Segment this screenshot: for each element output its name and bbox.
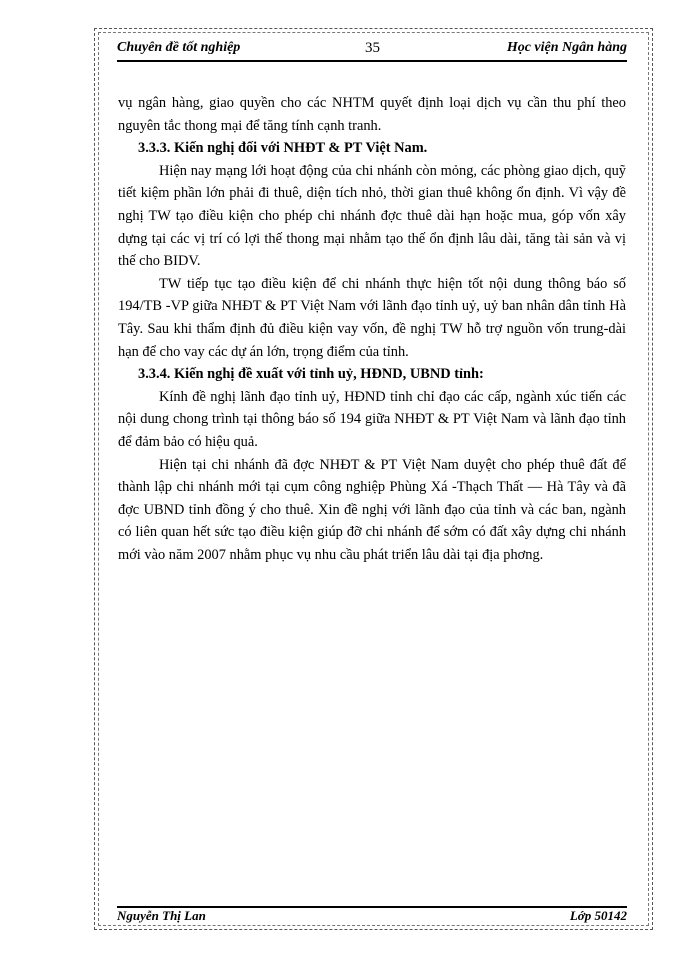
paragraph: Hiện tại chi nhánh đã đợc NHĐT & PT Việt Nam duyệt cho phép thuê đất để thành lập chi nhánh mới tại cụm công nghiệp Phùng Xá -Thạch Thất — Hà Tây và đã đợc UBND tỉnh đồng ý cho thuê. Xin đề nghị với lãnh đạo của tỉnh và các ban, ngành có liên quan hết sức tạo điều kiện giúp đỡ chi nhánh để sớm có đất xây dựng chi nhánh mới vào năm 2007 nhằm phục vụ nhu cầu phát triển lâu dài tại địa phơng.	[118, 456, 626, 563]
running-footer	[117, 908, 627, 926]
running-header	[117, 40, 627, 62]
paragraph: Hiện nay mạng lới hoạt động của chi nhánh còn mỏng, các phòng giao dịch, quỹ tiết kiệm phần lớn phải đi thuê, diện tích nhỏ, thời gian thuê không ổn định. Vì vậy đề nghị TW tạo điều kiện cho phép chi nhánh đợc thuê dài hạn hoặc mua, góp vốn xây dựng tại các vị trí có lợi thế thong mại nhằm tạo thế ổn định lâu dài, tăng tài sản và vị thế cho BIDV.	[118, 162, 626, 270]
paragraph-continuation: vụ ngân hàng, giao quyền cho các NHTM quyết định loại dịch vụ cần thu phí theo nguyên tắc thong mại để tăng tính cạnh tranh.	[118, 95, 626, 134]
header-rule	[117, 60, 627, 62]
header-institution: Học viện Ngân hàng	[506, 40, 627, 55]
header-thesis-title: Chuyên đề tốt nghiệp	[117, 40, 241, 55]
footer-author: Nguyễn Thị Lan	[117, 908, 206, 923]
paragraph: Kính đề nghị lãnh đạo tỉnh uỷ, HĐND tỉnh chỉ đạo các cấp, ngành xúc tiến các nội dung chong trình tại thông báo số 194 giữa NHĐT & PT Việt Nam và lãnh đạo tỉnh để đảm bảo có hiệu quả.	[118, 388, 626, 450]
paragraph: TW tiếp tục tạo điều kiện để chi nhánh thực hiện tốt nội dung thông báo số 194/TB -VP giữa NHĐT & PT Việt Nam với lãnh đạo tỉnh uỷ, uỷ ban nhân dân tỉnh Hà Tây. Sau khi thẩm định đủ điều kiện vay vốn, đề nghị TW hỗ trợ nguồn vốn trung-dài hạn để cho vay các dự án lớn, trọng điểm của tỉnh.	[118, 275, 626, 360]
document-body	[118, 92, 626, 566]
page-number: 35	[365, 40, 380, 56]
section-heading-3-3-3: 3.3.3. Kiến nghị đối với NHĐT & PT Việt Nam.	[138, 140, 428, 157]
footer-class: Lớp 50142	[569, 908, 627, 923]
section-heading-3-3-4: 3.3.4. Kiến nghị đề xuất với tỉnh uỷ, HĐND, UBND tỉnh:	[138, 366, 484, 383]
